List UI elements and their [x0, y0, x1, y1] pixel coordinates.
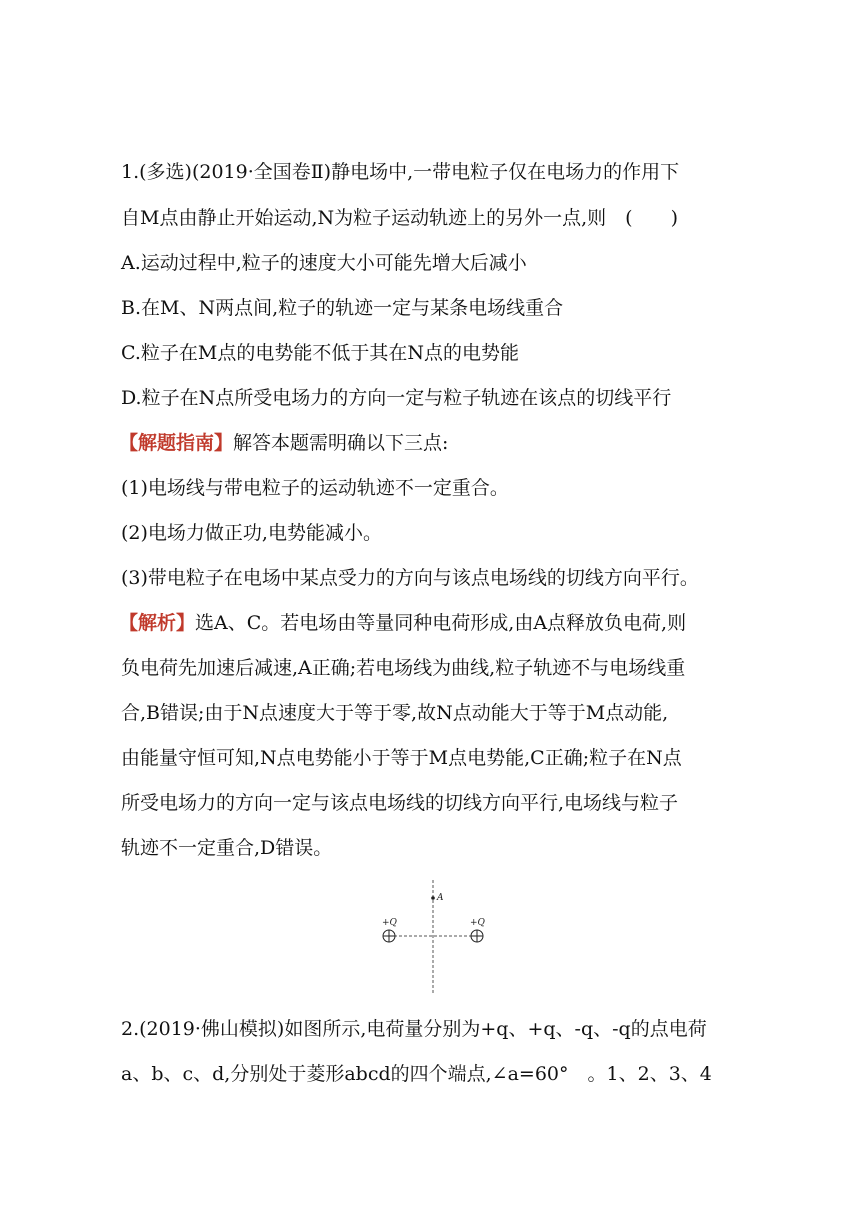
q1-option-c: C.粒子在M点的电势能不低于其在N点的电势能 [121, 342, 519, 364]
left-charge-label: +Q [382, 918, 397, 928]
guide-point-3: (3)带电粒子在电场中某点受力的方向与该点电场线的切线方向平行。 [121, 567, 699, 589]
guide-point-2: (2)电场力做正功,电势能减小。 [121, 522, 382, 544]
analysis-text-1: 选A、C。若电场由等量同种电荷形成,由A点释放负电荷,则 [195, 612, 687, 634]
q2-stem-line-2: a、b、c、d,分别处于菱形abcd的四个端点,∠a=60° 。1、2、3、4 [121, 1063, 712, 1085]
analysis-line-2: 负电荷先加速后减速,A正确;若电场线为曲线,粒子轨迹不与电场线重 [121, 657, 686, 679]
left-charge-symbol [383, 930, 395, 942]
guide-tag: 【解题指南】 [119, 432, 234, 454]
analysis-line-5: 所受电场力的方向一定与该点电场线的切线方向平行,电场线与粒子 [121, 792, 679, 814]
q1-stem-line-2: 自M点由静止开始运动,N为粒子运动轨迹上的另外一点,则 ( ) [121, 207, 678, 229]
q1-option-d: D.粒子在N点所受电场力的方向一定与粒子轨迹在该点的切线平行 [121, 387, 672, 409]
analysis-line-3: 合,B错误;由于N点速度大于等于零,故N点动能大于等于M点动能, [121, 702, 669, 724]
guide-point-1: (1)电场线与带电粒子的运动轨迹不一定重合。 [121, 477, 509, 499]
q2-stem-line-1: 2.(2019·佛山模拟)如图所示,电荷量分别为+q、+q、-q、-q的点电荷 [121, 1018, 707, 1040]
right-charge-symbol [471, 930, 483, 942]
analysis-line-1 [119, 611, 686, 635]
q1-option-a: A.运动过程中,粒子的速度大小可能先增大后减小 [121, 252, 527, 274]
analysis-tag: 【解析】 [119, 612, 196, 634]
guide-intro: 解答本题需明确以下三点: [233, 432, 449, 454]
analysis-line-6: 轨迹不一定重合,D错误。 [121, 837, 333, 859]
right-charge-label: +Q [470, 918, 485, 928]
point-a-label: A [437, 893, 444, 903]
charge-diagram [370, 878, 500, 996]
point-a-dot [431, 896, 435, 900]
q1-stem-line-1: 1.(多选)(2019·全国卷Ⅱ)静电场中,一带电粒子仅在电场力的作用下 [121, 161, 680, 183]
guide-paragraph [119, 431, 448, 455]
q1-option-b: B.在M、N两点间,粒子的轨迹一定与某条电场线重合 [121, 297, 564, 319]
analysis-line-4: 由能量守恒可知,N点电势能小于等于M点电势能,C正确;粒子在N点 [121, 747, 682, 769]
